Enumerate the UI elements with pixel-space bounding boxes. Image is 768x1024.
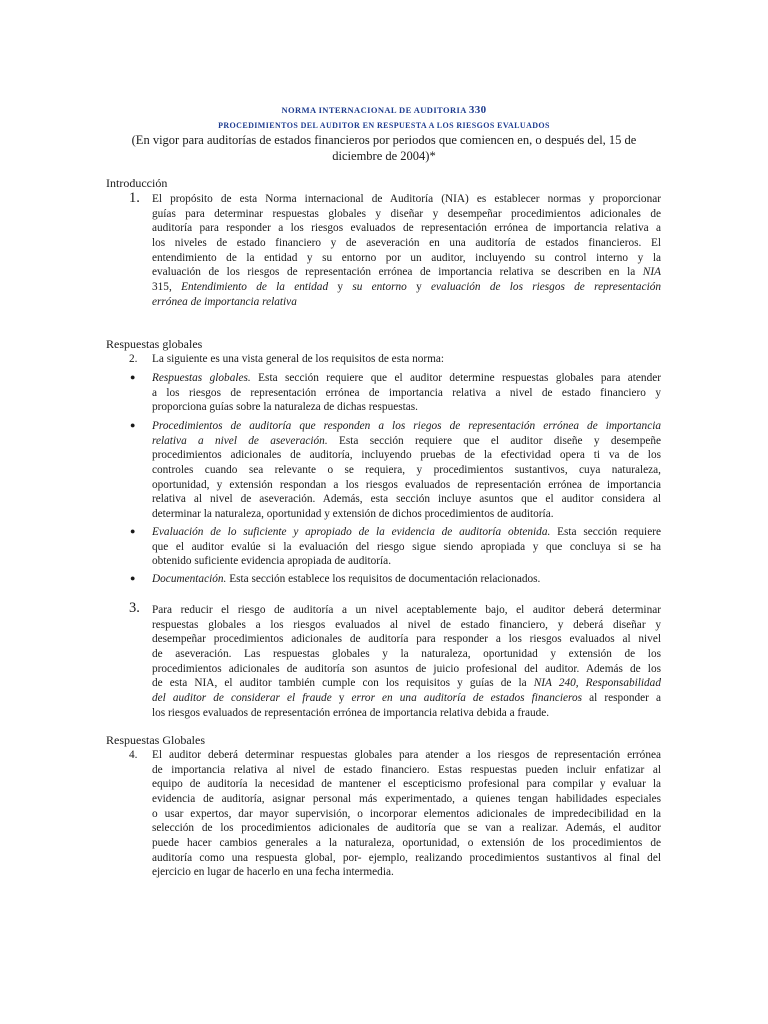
paragraph-number-1: 1. bbox=[129, 190, 140, 206]
document-subtitle-caps: PROCEDIMIENTOS DEL AUDITOR EN RESPUESTA A LOS RIESGOS EVALUADOS bbox=[218, 121, 550, 130]
paragraph-number-4: 4. bbox=[129, 749, 138, 761]
paragraph-number-2: 2. bbox=[129, 353, 138, 365]
bullet-item-evaluacion: Evaluación de lo suficiente y apropiado de la evidencia de auditoría obtenida. Esta sección requiere que el auditor evalúe si la evaluación del riesgo sigue siendo apropiada y que concluya si se ha obtenido suficiente evidencia apropiada de auditoría. bbox=[152, 526, 661, 568]
title-number: 330 bbox=[468, 104, 487, 116]
bullet-icon: ● bbox=[130, 573, 136, 583]
paragraph-1 bbox=[152, 192, 661, 309]
bullet-item-respuestas-globales: Respuestas globales. Esta sección requiere que el auditor determine respuestas globales para atender a los riesgos de representación errónea de importancia relativa a nivel de estado financiero y proporciona guías sobre la naturaleza de dichas respuestas. bbox=[152, 372, 662, 414]
section-heading-respuestas-globales: Respuestas globales bbox=[106, 337, 203, 351]
paragraph-4: El auditor deberá determinar respuestas globales para atender a los riesgos de representación errónea de importancia relativa al nivel de estado financiero. Estas respuestas pueden incluir enfatizar al equipo de auditoría la necesidad de mantener el escepticismo profesional para compilar y evaluar la evidencia de auditoría, asignar personal más experimentado, a quienes tengan habilidades especiales o usar expertos, dar mayor supervisión, o incorporar elementos adicionales de impredecibilidad en la selección de los procedimientos adicionales de auditoría que se van a realizar. Además, el auditor puede hacer cambios generales a la naturaleza, oportunidad, o extensión de los procedimientos de auditoría como una respuesta global, por- ejemplo, realizando procedimientos sustantivos al final del ejercicio en lugar de hacerlo en una fecha intermedia. bbox=[152, 749, 661, 879]
paragraph-number-3: 3. bbox=[129, 600, 140, 616]
bullet-item-documentacion: Documentación. Esta sección establece los requisitos de documentación relacionados. bbox=[152, 573, 541, 585]
paragraph-2: La siguiente es una vista general de los requisitos de esta norma: bbox=[152, 353, 445, 365]
paragraph-3: Para reducir el riesgo de auditoría a un nivel aceptablemente bajo, el auditor deberá determinar respuestas globales a los riesgos evaluados al nivel de estado financiero, y deberá diseñar y desempeñar procedimientos adicionales de auditoría para responder a los riesgos evaluados al nivel de aseveración. Las respuestas globales y la naturaleza, oportunidad y extensión de los procedimientos adicionales de auditoría son asuntos de juicio profesional del auditor. Además de los de esta NIA, el auditor también cumple con los requisitos y guías de la NIA 240, Responsabilidad del auditor de considerar el fraude y error en una auditoría de estados financieros al responder a los riesgos evaluados de representación errónea de importancia relativa debida a fraude. bbox=[152, 604, 662, 719]
effective-date-note bbox=[115, 132, 653, 164]
p1-line: entendimiento de la entidad y su entorno por un auditor, incluyendo su control interno y la bbox=[152, 251, 661, 264]
p1-line: 315, Entendimiento de la entidad y su entorno y evaluación de los riesgos de representación bbox=[152, 280, 662, 293]
title-prefix: NORMA INTERNACIONAL DE AUDITORIA bbox=[281, 105, 467, 115]
section-heading-respuestas-globales-2: Respuestas Globales bbox=[106, 733, 205, 747]
document-title bbox=[0, 104, 768, 116]
section-heading-introduccion: Introducción bbox=[106, 176, 168, 190]
nia-reference: NIA bbox=[642, 266, 661, 279]
p1-line: evaluación de los riesgos de representación errónea de importancia relativa se describen en la NIA bbox=[152, 266, 661, 279]
effective-line-1: (En vigor para auditorías de estados financieros por periodos que comiencen en, o después del, 15 de bbox=[131, 133, 637, 147]
bullet-item-procedimientos: Procedimientos de auditoría que responden a los riegos de representación errónea de importancia relativa a nivel de aseveración. Esta sección requiere que el auditor diseñe y desempeñe procedimientos adicionales de auditoría, incluyendo pruebas de la efectividad opera ti va de los controles cuando sea relevante o se requiera, y procedimientos sustantivos, cuya naturaleza, oportunidad, y extensión respondan a los riesgos evaluados de representación errónea de importancia relativa al nivel de aseveración. Además, esta sección incluye asuntos que el auditor considera al determinar la naturaleza, oportunidad y extensión de dichos procedimientos de auditoría. bbox=[152, 420, 662, 520]
effective-line-2: diciembre de 2004)* bbox=[332, 149, 436, 163]
bullet-icon: ● bbox=[130, 526, 136, 536]
bullet-icon: ● bbox=[130, 420, 136, 430]
p1-line: auditoría para responder a los riesgos evaluados de representación errónea de importancia relativa a bbox=[152, 222, 661, 235]
p1-line: errónea de importancia relativa bbox=[152, 295, 297, 308]
bullet-icon: ● bbox=[130, 372, 136, 382]
p1-line: El propósito de esta Norma internacional de Auditoría (NIA) es establecer normas y proporcionar bbox=[152, 193, 661, 205]
p1-line: guías para determinar respuestas globales y diseñar y desempeñar procedimientos adicionales de bbox=[152, 207, 661, 220]
p1-line: los niveles de estado financiero y de aseveración en una auditoría de estados financieros. El bbox=[152, 236, 661, 249]
